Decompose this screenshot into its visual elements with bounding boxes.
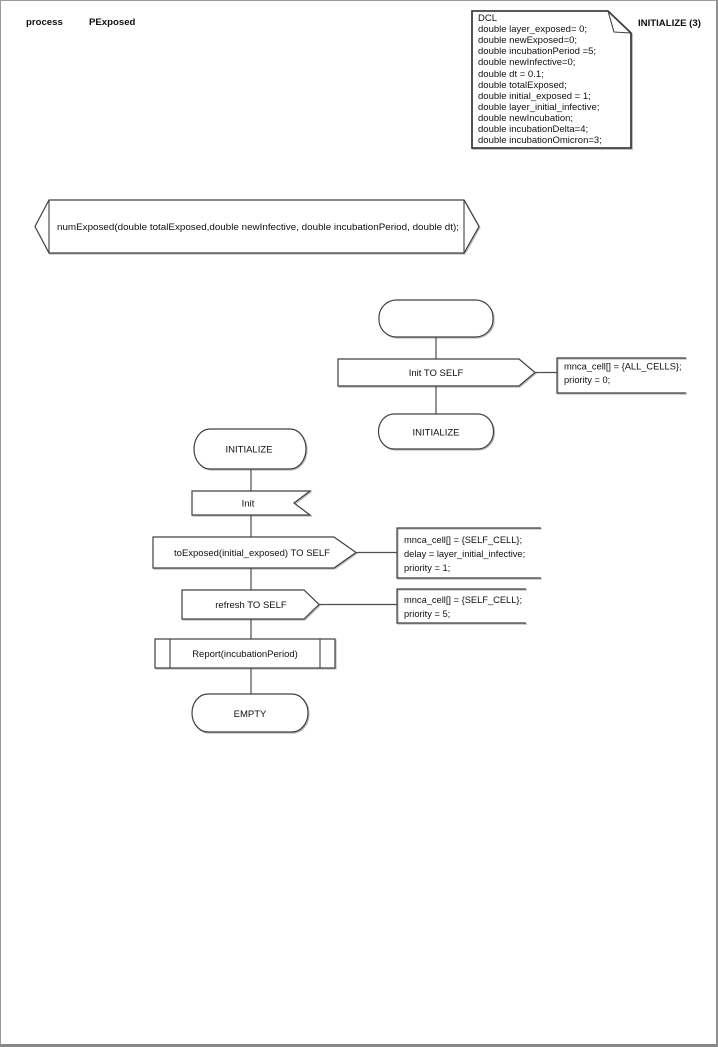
state-label: EMPTY [233, 709, 267, 720]
dcl-line: double incubationOmicron=3; [478, 135, 602, 146]
comment-line: mnca_cell[] = {SELF_CELL}; [404, 535, 523, 545]
state-symbol-initialize[interactable] [194, 429, 306, 469]
output-symbol-toexposed[interactable] [153, 537, 356, 568]
dcl-line: double layer_exposed= 0; [478, 24, 588, 35]
dcl-line: double newInfective=0; [478, 57, 576, 68]
procedure-signature-symbol[interactable] [35, 200, 479, 253]
output-toexposed-label: toExposed(initial_exposed) TO SELF [174, 548, 330, 559]
dcl-line: double newIncubation; [478, 113, 574, 124]
dcl-line: double incubationPeriod =5; [478, 46, 597, 57]
dcl-line: DCL [478, 13, 498, 24]
comment-line: priority = 1; [404, 563, 451, 573]
process-name-label: PExposed [89, 17, 136, 28]
output-init-label: Init TO SELF [408, 368, 464, 379]
dcl-line: double initial_exposed = 1; [478, 91, 591, 102]
comment-line: mnca_cell[] = {SELF_CELL}; [404, 595, 523, 605]
comment-line: delay = layer_initial_infective; [404, 549, 526, 559]
dcl-line: double newExposed=0; [478, 35, 578, 46]
comment-symbol-init[interactable] [557, 358, 686, 393]
procedure-call-symbol-report[interactable] [155, 639, 335, 668]
state-symbol-initialize-next[interactable] [378, 414, 493, 449]
comment-symbol-toexposed[interactable] [397, 528, 541, 578]
state-label: INITIALIZE [412, 427, 460, 439]
dcl-text-symbol[interactable] [472, 11, 631, 148]
comment-line: priority = 0; [564, 375, 611, 385]
input-symbol-init[interactable] [192, 491, 310, 515]
start-symbol[interactable] [379, 300, 493, 337]
dcl-line: double totalExposed; [478, 80, 567, 91]
comment-line: priority = 5; [404, 609, 451, 619]
output-symbol-init-to-self[interactable] [338, 359, 535, 386]
page-label: INITIALIZE (3) [638, 18, 701, 29]
input-signal-label: Init [241, 498, 255, 510]
dcl-line: double incubationDelta=4; [478, 124, 589, 135]
procedure-signature-text: numExposed(double totalExposed,double newInfective, double incubationPeriod, double dt); [57, 222, 459, 233]
diagram-canvas[interactable] [1, 1, 718, 1047]
output-refresh-label: refresh TO SELF [215, 600, 287, 611]
dcl-line: double layer_initial_infective; [478, 102, 600, 113]
comment-symbol-refresh[interactable] [397, 589, 526, 623]
state-symbol-empty[interactable] [192, 694, 308, 732]
dcl-line: double dt = 0.1; [478, 69, 544, 80]
comment-line: mnca_cell[] = {ALL_CELLS}; [564, 361, 682, 372]
state-label: INITIALIZE [225, 444, 273, 456]
process-keyword-label: process [26, 17, 63, 28]
output-symbol-refresh[interactable] [182, 590, 319, 619]
procedure-call-label: Report(incubationPeriod) [192, 649, 298, 660]
